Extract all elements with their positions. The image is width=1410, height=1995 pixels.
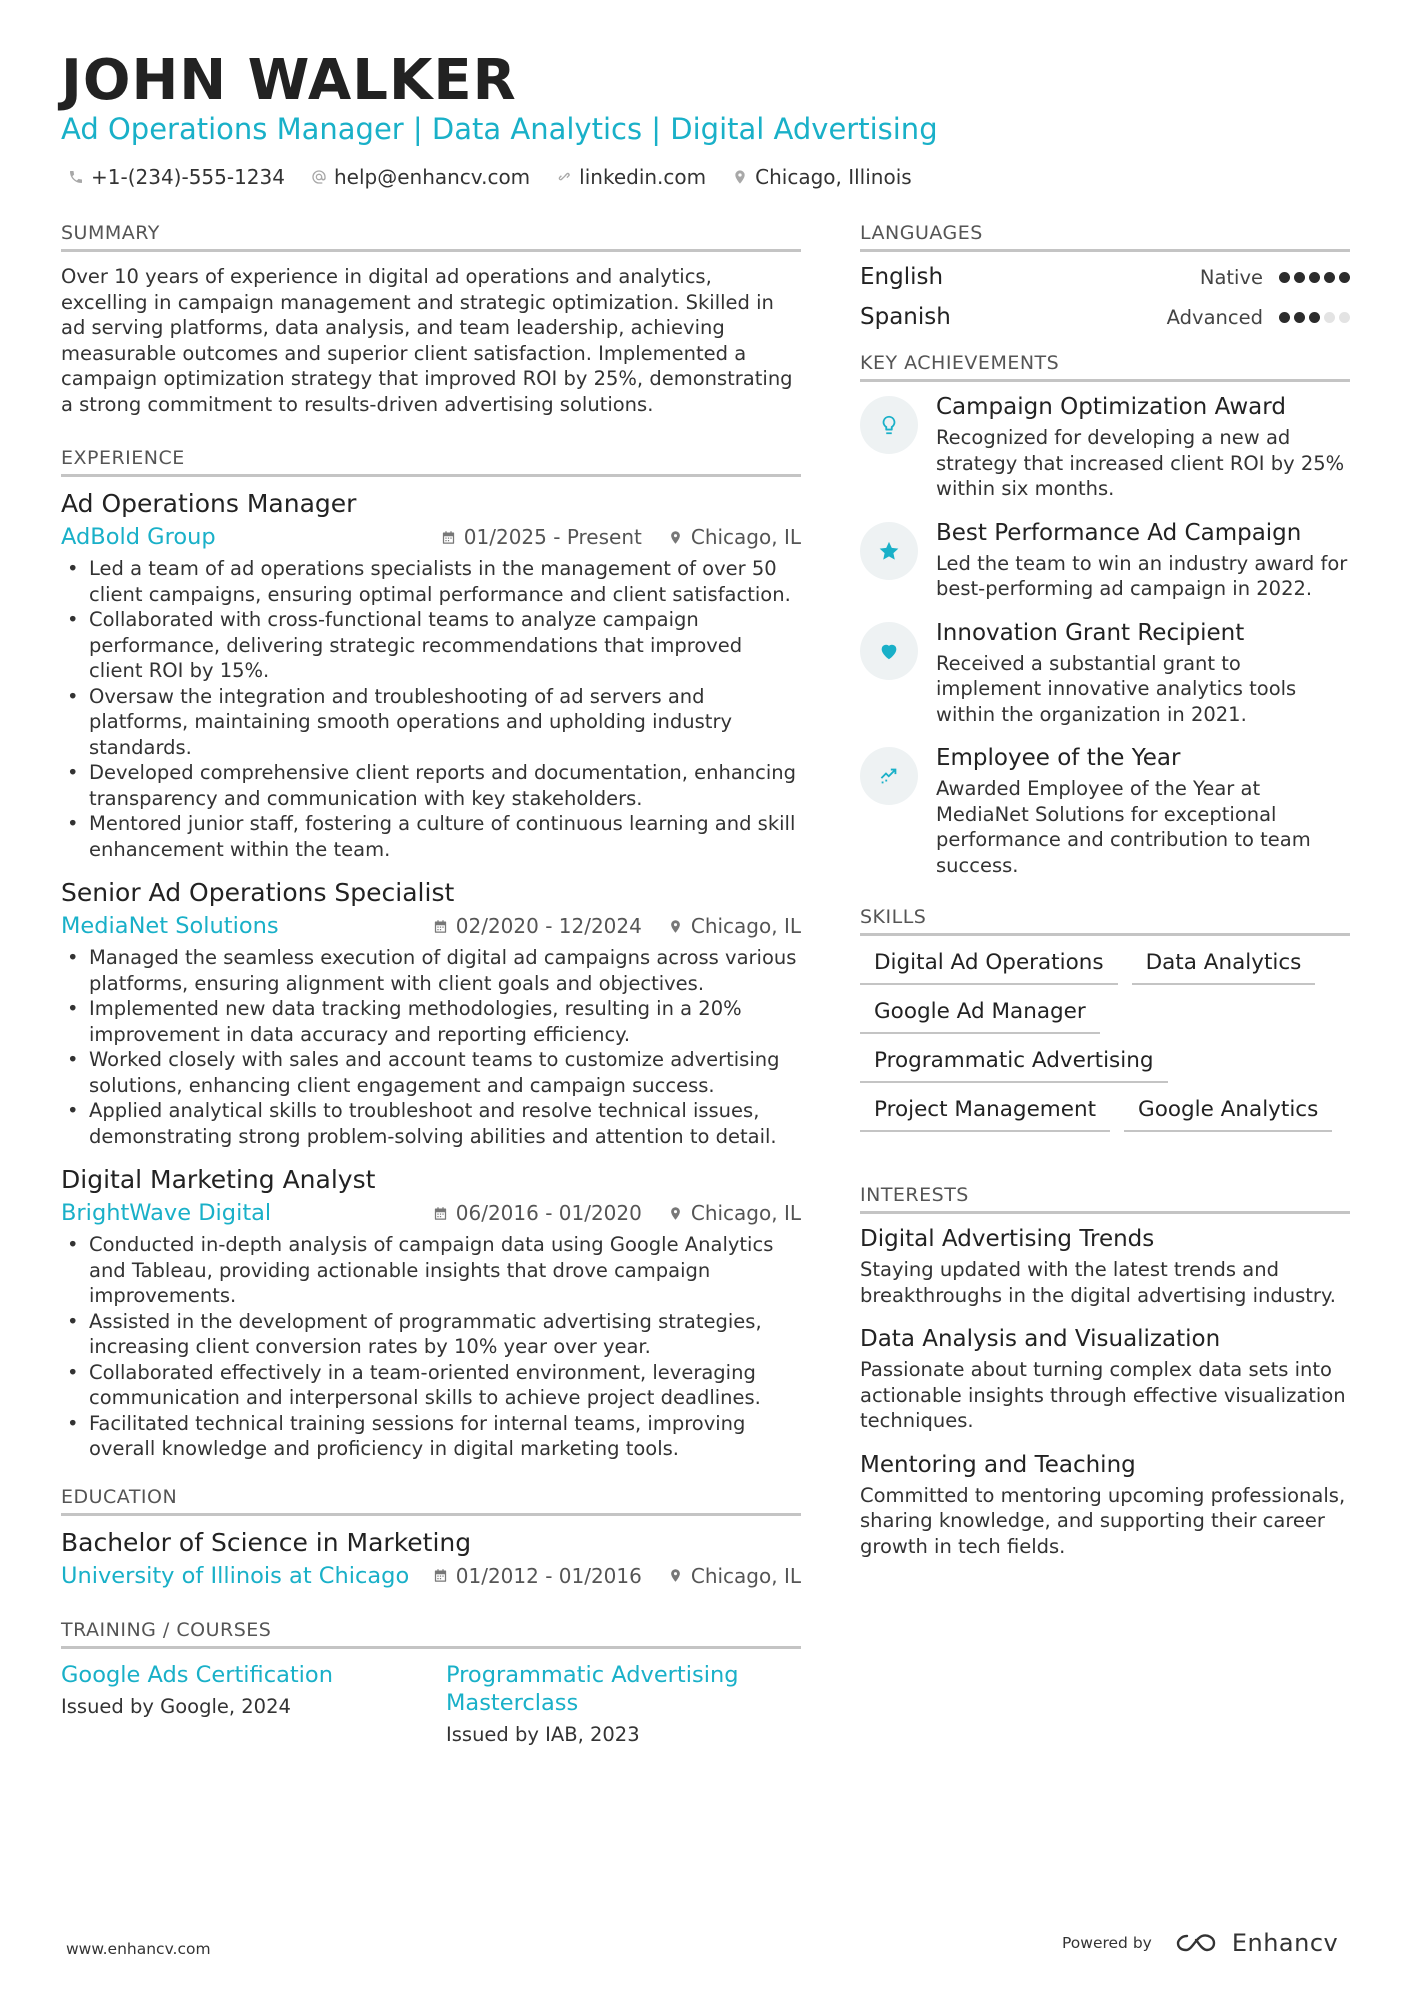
proficiency-dot-filled xyxy=(1294,312,1305,323)
skills-list xyxy=(860,948,1350,1132)
achievement-desc: Recognized for developing a new ad strategy that increased client ROI by 25% within six months. xyxy=(936,426,1345,500)
calendar-icon xyxy=(441,530,456,545)
left-column xyxy=(61,222,801,1776)
skills-section xyxy=(860,906,1350,1132)
language-row xyxy=(860,264,1350,290)
languages-section xyxy=(860,222,1350,330)
course-title: Google Ads Certification xyxy=(61,1661,333,1688)
skill-tag: Data Analytics xyxy=(1132,948,1316,985)
at-icon xyxy=(311,169,327,185)
interest-item xyxy=(860,1226,1350,1308)
contact-bar xyxy=(68,165,912,189)
skill-tag: Programmatic Advertising xyxy=(860,1046,1168,1083)
bullet-item: • Implemented new data tracking methodologies, resulting in a 20% improvement in data accuracy and reporting efficiency. xyxy=(61,996,801,1047)
proficiency-dot-filled xyxy=(1309,272,1320,283)
achievement-body xyxy=(936,745,1350,878)
proficiency-dot-filled xyxy=(1279,272,1290,283)
location-text: Chicago, IL xyxy=(690,1201,801,1225)
interest-title: Mentoring and Teaching xyxy=(860,1451,1136,1478)
section-title: TRAINING / COURSES xyxy=(61,1619,801,1649)
language-row xyxy=(860,304,1350,330)
dates-text: 01/2025 - Present xyxy=(463,525,642,549)
education-section xyxy=(61,1486,801,1589)
language-name: Spanish xyxy=(860,304,951,330)
skill-tag: Digital Ad Operations xyxy=(860,948,1118,985)
enhancv-logo-icon xyxy=(1176,1932,1220,1954)
role-meta xyxy=(61,1200,801,1226)
location-pin-icon xyxy=(668,1568,683,1583)
lightbulb-icon xyxy=(878,414,900,436)
achievement-icon-badge xyxy=(860,622,918,680)
achievement-body xyxy=(936,394,1350,502)
bullet-item: • Developed comprehensive client reports and documentation, enhancing transparency and communication with key stakeholders. xyxy=(61,760,801,811)
interest-desc: Passionate about turning complex data sets into actionable insights through effective visualization techniques. xyxy=(860,1358,1346,1432)
bullet-item: • Worked closely with sales and account teams to customize advertising solutions, enhancing client engagement and campaign success. xyxy=(61,1047,801,1098)
bullet-item: • Oversaw the integration and troubleshooting of ad servers and platforms, maintaining smooth operations and upholding industry standards. xyxy=(61,684,801,761)
achievement-title: Campaign Optimization Award xyxy=(936,394,1286,420)
role-meta-details xyxy=(433,914,801,938)
interest-title: Data Analysis and Visualization xyxy=(860,1326,1221,1352)
role-meta xyxy=(61,524,801,550)
company-name: MediaNet Solutions xyxy=(61,913,279,939)
company-name: AdBold Group xyxy=(61,524,216,550)
footer-website[interactable]: www.enhancv.com xyxy=(66,1940,211,1958)
language-level: Advanced xyxy=(1166,305,1263,329)
interest-title: Digital Advertising Trends xyxy=(860,1226,1155,1252)
phone-text: +1-(234)-555-1234 xyxy=(91,165,285,189)
interest-item xyxy=(860,1452,1350,1560)
calendar-icon xyxy=(433,1206,448,1221)
school-name: University of Illinois at Chicago xyxy=(61,1562,410,1589)
proficiency-dot-filled xyxy=(1294,272,1305,283)
location-pin-icon xyxy=(668,1206,683,1221)
achievement-title: Innovation Grant Recipient xyxy=(936,619,1245,646)
calendar-icon xyxy=(433,919,448,934)
calendar-icon xyxy=(433,1568,448,1583)
role-bullets xyxy=(61,1232,801,1462)
skill-tag: Project Management xyxy=(860,1095,1110,1132)
interest-item xyxy=(860,1326,1350,1434)
achievement-icon-badge xyxy=(860,396,918,454)
dates-text: 02/2020 - 12/2024 xyxy=(455,914,642,938)
course-issuer: Issued by Google, 2024 xyxy=(61,1694,291,1718)
achievement-item xyxy=(860,520,1350,602)
section-title: LANGUAGES xyxy=(860,222,1350,252)
proficiency-dot-filled xyxy=(1309,312,1320,323)
course-list xyxy=(61,1661,801,1746)
bullet-item: • Led a team of ad operations specialists in the management of over 50 client campaigns, ensuring optimal performance and client satisfaction. xyxy=(61,556,801,607)
bullet-item: • Mentored junior staff, fostering a culture of continuous learning and skill enhancement within the team. xyxy=(61,811,801,862)
location-pin-icon xyxy=(732,169,748,185)
course-issuer: Issued by IAB, 2023 xyxy=(446,1722,640,1746)
role-location xyxy=(668,1201,801,1225)
location-text: Chicago, IL xyxy=(690,525,801,549)
bullet-item: • Facilitated technical training sessions for internal teams, improving overall knowledge and proficiency in digital marketing tools. xyxy=(61,1411,801,1462)
role-dates xyxy=(441,525,642,549)
achievement-desc: Awarded Employee of the Year at MediaNet Solutions for exceptional performance and contribution to team success. xyxy=(936,777,1311,877)
achievement-body xyxy=(936,620,1350,728)
company-name: BrightWave Digital xyxy=(61,1200,272,1226)
location-pin-icon xyxy=(668,919,683,934)
trend-arrow-icon xyxy=(878,765,900,787)
brand-name: Enhancv xyxy=(1231,1929,1339,1957)
website-text: linkedin.com xyxy=(579,165,707,189)
achievement-icon-badge xyxy=(860,747,918,805)
role-meta-details xyxy=(441,525,801,549)
summary-section xyxy=(61,222,801,417)
powered-by-label: Powered by xyxy=(1062,1934,1152,1952)
section-title: INTERESTS xyxy=(860,1184,1350,1214)
role-title: Senior Ad Operations Specialist xyxy=(61,878,455,907)
proficiency-dot-filled xyxy=(1339,272,1350,283)
brand-logo[interactable] xyxy=(1176,1929,1338,1957)
achievements-section xyxy=(860,352,1350,878)
achievement-item xyxy=(860,745,1350,878)
role-title: Digital Marketing Analyst xyxy=(61,1165,376,1194)
section-title: KEY ACHIEVEMENTS xyxy=(860,352,1350,382)
training-section xyxy=(61,1619,801,1746)
candidate-name: JOHN WALKER xyxy=(61,48,517,113)
skill-tag: Google Analytics xyxy=(1124,1095,1332,1132)
interest-desc: Staying updated with the latest trends and breakthroughs in the digital advertising industry. xyxy=(860,1258,1336,1307)
education-meta xyxy=(61,1563,801,1589)
dates-text: 01/2012 - 01/2016 xyxy=(455,1563,642,1588)
location-text: Chicago, Illinois xyxy=(755,165,912,189)
proficiency-dots xyxy=(1279,272,1350,283)
contact-email[interactable] xyxy=(311,165,530,189)
contact-phone[interactable] xyxy=(68,165,285,189)
language-level-group xyxy=(1200,266,1350,289)
role-meta xyxy=(61,913,801,939)
role-location xyxy=(668,525,801,549)
role-title: Ad Operations Manager xyxy=(61,489,357,518)
proficiency-dot-filled xyxy=(1279,312,1290,323)
role-dates xyxy=(433,914,642,938)
role-dates xyxy=(433,1201,642,1225)
bullet-item: • Managed the seamless execution of digital ad campaigns across various platforms, ensuring alignment with client goals and objectives. xyxy=(61,945,801,996)
experience-entry xyxy=(61,489,801,862)
right-column xyxy=(860,222,1350,1589)
achievement-title: Best Performance Ad Campaign xyxy=(936,519,1302,546)
link-icon xyxy=(556,169,572,185)
role-bullets xyxy=(61,945,801,1149)
course-item xyxy=(446,1661,801,1746)
degree-title: Bachelor of Science in Marketing xyxy=(61,1527,472,1557)
proficiency-dot-empty xyxy=(1324,312,1335,323)
dates-text: 06/2016 - 01/2020 xyxy=(455,1201,642,1225)
language-name: English xyxy=(860,264,944,290)
experience-section xyxy=(61,447,801,1462)
location-text: Chicago, IL xyxy=(690,914,801,938)
location-text: Chicago, IL xyxy=(690,1563,801,1588)
interests-section xyxy=(860,1184,1350,1559)
section-title: SUMMARY xyxy=(61,222,801,252)
section-title: EDUCATION xyxy=(61,1486,801,1516)
achievement-item xyxy=(860,620,1350,728)
role-meta-details xyxy=(433,1201,801,1225)
achievement-icon-badge xyxy=(860,522,918,580)
course-title: Programmatic Advertising Masterclass xyxy=(446,1661,739,1716)
section-title: EXPERIENCE xyxy=(61,447,801,477)
summary-text: Over 10 years of experience in digital ad operations and analytics, excelling in campaign management and strategic optimization. Skilled in ad serving platforms, data analysis, and team leadership, achieving measurable outcomes and superior client satisfaction. Implemented a campaign optimization strategy that improved ROI by 25%, demonstrating a strong commitment to results-driven advertising solutions. xyxy=(61,265,793,416)
proficiency-dot-empty xyxy=(1339,312,1350,323)
skill-tag: Google Ad Manager xyxy=(860,997,1100,1034)
headline: Ad Operations Manager | Data Analytics | Digital Advertising xyxy=(61,112,938,146)
bullet-item: • Collaborated effectively in a team-oriented environment, leveraging communication and interpersonal skills to achieve project deadlines. xyxy=(61,1360,801,1411)
education-meta-details xyxy=(433,1564,801,1588)
experience-entry xyxy=(61,878,801,1149)
achievement-body xyxy=(936,520,1350,602)
experience-entry xyxy=(61,1165,801,1462)
education-dates xyxy=(433,1564,642,1588)
proficiency-dots xyxy=(1279,312,1350,323)
language-level-group xyxy=(1167,306,1350,329)
proficiency-dot-filled xyxy=(1324,272,1335,283)
star-icon xyxy=(878,540,900,562)
footer-branding xyxy=(1062,1929,1338,1957)
location-pin-icon xyxy=(668,530,683,545)
achievement-desc: Received a substantial grant to implement innovative analytics tools within the organization in 2021. xyxy=(936,651,1297,726)
achievement-title: Employee of the Year xyxy=(936,745,1181,771)
section-title: SKILLS xyxy=(860,906,1350,936)
role-location xyxy=(668,914,801,938)
achievement-item xyxy=(860,394,1350,502)
heart-icon xyxy=(878,640,900,662)
bullet-item: • Conducted in-depth analysis of campaign data using Google Analytics and Tableau, providing actionable insights that drove campaign improvements. xyxy=(61,1232,801,1309)
bullet-item: • Collaborated with cross-functional teams to analyze campaign performance, delivering strategic recommendations that improved client ROI by 15%. xyxy=(61,607,801,684)
education-location xyxy=(668,1564,801,1588)
phone-icon xyxy=(68,169,84,185)
bullet-item: • Assisted in the development of programmatic advertising strategies, increasing client conversion rates by 10% year over year. xyxy=(61,1309,801,1360)
achievement-desc: Led the team to win an industry award for best-performing ad campaign in 2022. xyxy=(936,551,1348,600)
language-level: Native xyxy=(1199,265,1263,289)
interest-desc: Committed to mentoring upcoming professionals, sharing knowledge, and supporting their career growth in tech fields. xyxy=(860,1483,1346,1558)
course-item xyxy=(61,1661,416,1746)
email-text: help@enhancv.com xyxy=(333,165,531,189)
bullet-item: • Applied analytical skills to troubleshoot and resolve technical issues, demonstrating strong problem-solving abilities and attention to detail. xyxy=(61,1098,801,1149)
contact-location xyxy=(732,165,912,189)
contact-website[interactable] xyxy=(556,165,706,189)
role-bullets xyxy=(61,556,801,862)
